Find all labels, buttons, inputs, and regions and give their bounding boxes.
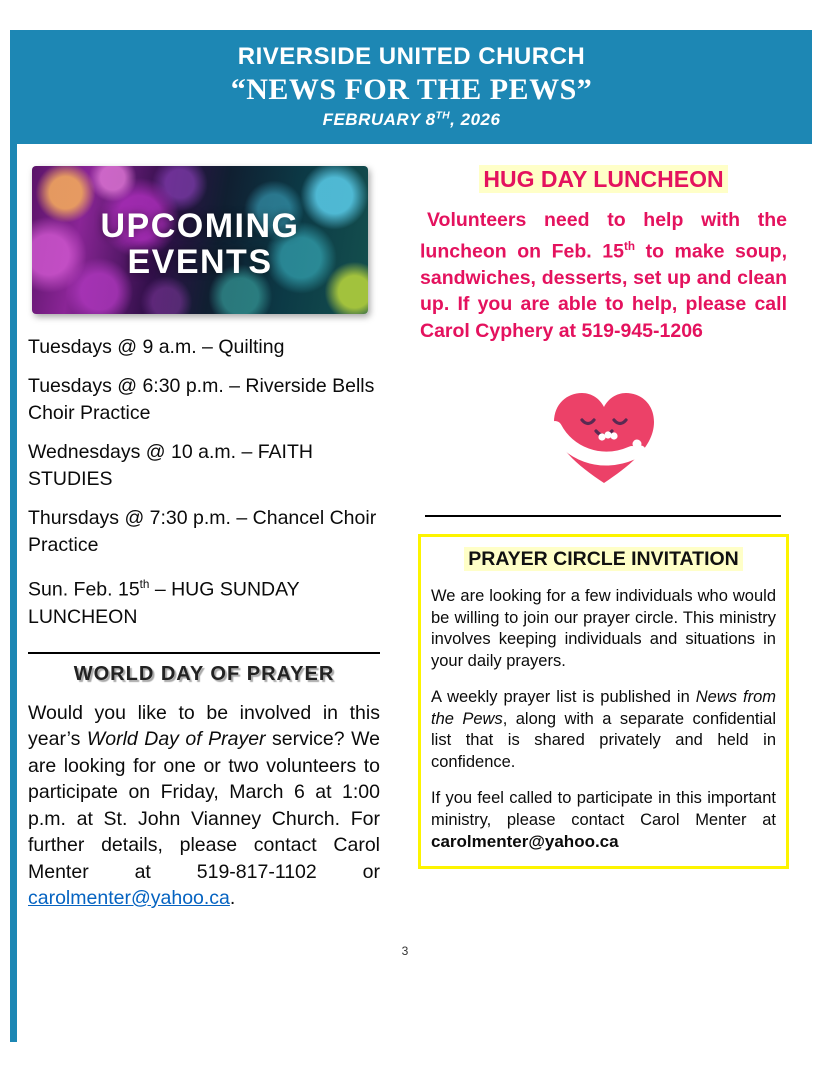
upcoming-events-image	[32, 166, 368, 314]
world-day-of-prayer-text	[28, 700, 380, 912]
event-item: Wednesdays @ 10 a.m. – FAITH STUDIES	[28, 441, 313, 490]
hug-day-luncheon-heading-text: HUG DAY LUNCHEON	[479, 165, 727, 193]
prayer-circle-heading	[431, 548, 776, 571]
page-number: 3	[401, 944, 409, 958]
hug-day-luncheon-heading	[420, 166, 787, 193]
upcoming-events-image-text	[32, 208, 368, 280]
issue-date-year: , 2026	[450, 110, 501, 129]
prayer-circle-paragraph	[431, 788, 776, 854]
event-item: Tuesdays @ 6:30 p.m. – Riverside Bells Choir Practice	[28, 375, 375, 424]
paragraph-italic-text: News from the Pews	[431, 688, 777, 728]
paragraph-text: If you feel called to participate in this important ministry, please contact Carol Menter at	[431, 789, 776, 829]
event-item-ordinal: th	[139, 578, 150, 591]
events-list	[28, 334, 380, 631]
paragraph-text: , along with a separate confidential list that is shared privately and held in confidence.	[431, 709, 776, 771]
issue-date	[11, 110, 812, 130]
email-text: carolmenter@yahoo.ca	[431, 832, 619, 851]
prayer-circle-paragraph: We are looking for a few individuals who would be willing to join our prayer circle. This ministry involves keeping individuals and situations in your daily prayers.	[431, 587, 776, 670]
left-column	[28, 166, 380, 912]
prayer-circle-box	[418, 534, 789, 869]
paragraph-text: to make soup, sandwiches, desserts, set up and clean up. If you are able to help, please call Carol Cyphery at 519-945-1206	[420, 240, 787, 342]
hugging-heart-icon	[420, 386, 787, 495]
paragraph-italic-text: World Day of Prayer	[86, 728, 266, 750]
newsletter-title: “NEWS FOR THE PEWS”	[230, 73, 593, 106]
paragraph-text: A weekly prayer list is published in	[431, 688, 696, 706]
right-column	[420, 166, 787, 869]
event-item	[28, 571, 380, 631]
email-link[interactable]: carolmenter@yahoo.ca	[28, 887, 230, 909]
prayer-circle-paragraph	[431, 687, 776, 773]
event-item-text: – HUG SUNDAY LUNCHEON	[28, 578, 300, 628]
section-divider	[28, 652, 380, 654]
event-item: Tuesdays @ 9 a.m. – Quilting	[28, 336, 285, 358]
left-accent-bar	[10, 30, 17, 1042]
paragraph-text: Volunteers need to help with the luncheon on Feb. 15	[420, 209, 787, 262]
paragraph-text: Would you like to be involved in this year’s	[28, 701, 380, 750]
event-item: Thursdays @ 7:30 p.m. – Chancel Choir Practice	[28, 507, 377, 556]
paragraph-ordinal: th	[623, 239, 636, 253]
section-divider	[425, 515, 781, 517]
upcoming-events-line2: EVENTS	[127, 243, 273, 281]
issue-date-text: FEBRUARY 8	[322, 110, 436, 129]
prayer-circle-heading-text: PRAYER CIRCLE INVITATION	[464, 547, 743, 571]
header-banner	[11, 30, 812, 144]
world-day-of-prayer-heading: WORLD DAY OF PRAYER	[73, 662, 335, 685]
issue-date-ordinal: TH	[435, 110, 451, 122]
upcoming-events-line1: UPCOMING	[100, 207, 300, 245]
hug-day-luncheon-text	[420, 207, 787, 344]
event-item-text: Sun. Feb. 15	[28, 578, 140, 601]
paragraph-text: .	[229, 887, 236, 909]
paragraph-text: service? We are looking for one or two volunteers to participate on Friday, March 6 at 1:00 p.m. at St. John Vianney Church. For further details, please contact Carol Menter at 519-817-1102 or	[28, 728, 380, 883]
church-name: RIVERSIDE UNITED CHURCH	[237, 43, 586, 70]
